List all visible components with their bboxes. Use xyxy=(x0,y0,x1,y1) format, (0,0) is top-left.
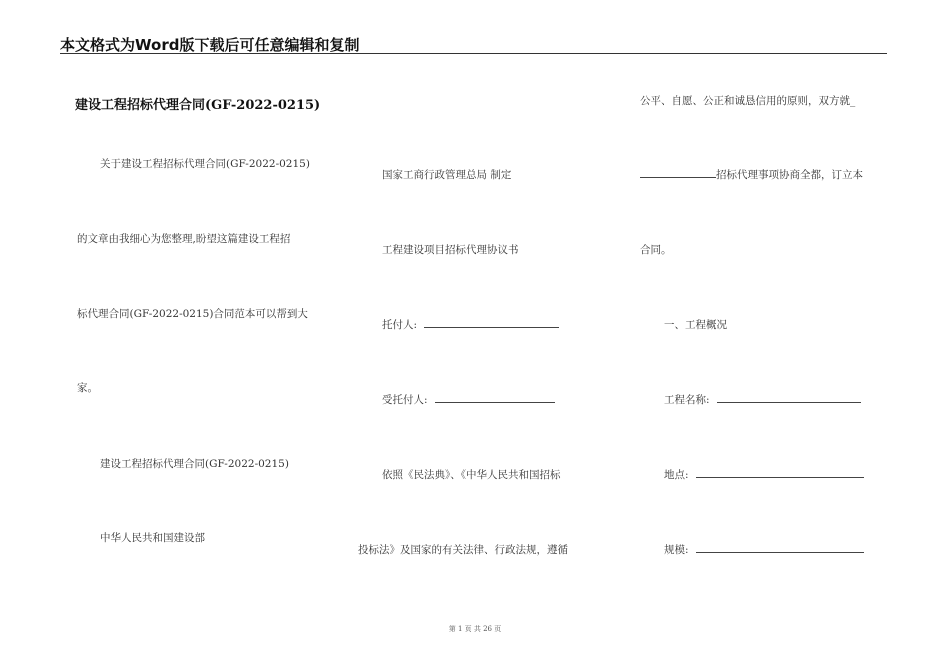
agent-field xyxy=(382,392,555,407)
header-divider xyxy=(60,53,887,54)
intro-line-4: 家。 xyxy=(77,382,98,394)
client-field xyxy=(382,317,559,332)
agent-blank xyxy=(435,392,555,403)
scale-label: 规模: xyxy=(664,544,689,556)
legal-basis-line-2: 投标法》及国家的有关法律、行政法规，遵循 xyxy=(358,544,568,556)
intro-line-3: 标代理合同(GF-2022-0215)合同范本可以帮到大 xyxy=(77,308,308,320)
principle-line: 公平、自愿、公正和诚恳信用的原则，双方就_ xyxy=(640,95,856,107)
scale-field xyxy=(664,542,864,557)
location-label: 地点: xyxy=(664,469,689,481)
intro-line-2: 的文章由我细心为您整理,盼望这篇建设工程招 xyxy=(77,233,291,245)
document-header-banner: 本文格式为Word版下载后可任意编辑和复制 xyxy=(60,36,360,54)
issuer-line: 国家工商行政管理总局 制定 xyxy=(382,169,512,181)
client-blank xyxy=(424,317,559,328)
contract-name: 建设工程招标代理合同(GF-2022-0215) xyxy=(100,458,289,470)
project-name-label: 工程名称: xyxy=(664,394,710,406)
agreement-line xyxy=(640,167,863,182)
page-footer: 第 1 页 共 26 页 xyxy=(448,625,502,633)
intro-line-1: 关于建设工程招标代理合同(GF-2022-0215) xyxy=(100,158,310,170)
agreement-blank xyxy=(640,167,716,178)
section-heading: 一、工程概况 xyxy=(664,319,727,331)
document-title: 建设工程招标代理合同(GF-2022-0215) xyxy=(75,98,321,113)
location-blank xyxy=(696,467,864,478)
project-name-blank xyxy=(717,392,861,403)
agreement-title: 工程建设项目招标代理协议书 xyxy=(382,244,519,256)
legal-basis-line-1: 依照《民法典》、《中华人民共和国招标 xyxy=(382,469,561,481)
client-label: 托付人: xyxy=(382,319,418,331)
project-name-field xyxy=(664,392,861,407)
contract-end: 合同。 xyxy=(640,244,672,256)
location-field xyxy=(664,467,864,482)
agreement-line-suffix: 招标代理事项协商全都，订立本 xyxy=(716,169,863,181)
scale-blank xyxy=(696,542,864,553)
ministry-name: 中华人民共和国建设部 xyxy=(100,532,205,544)
agent-label: 受托付人: xyxy=(382,394,428,406)
